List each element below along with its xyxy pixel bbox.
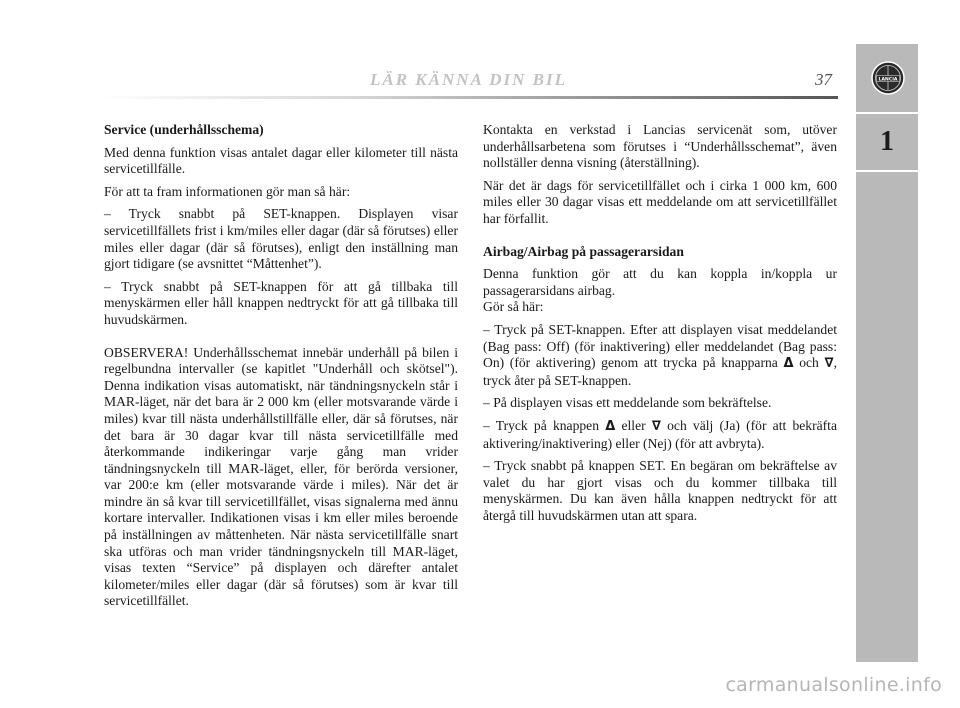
paragraph: För att ta fram informationen gör man så här:	[104, 183, 351, 199]
paragraph	[483, 322, 837, 389]
paragraph: – Tryck snabbt på knappen SET. En begäran om bekräftelse av valet du har gjort visas och du kommer tillbaka till menyskärmen. Du kan även hålla knappen nedtryckt för att återgå till huvudskärmen utan att spara.	[483, 458, 837, 523]
left-column	[104, 122, 458, 616]
lancia-logo-icon	[870, 60, 906, 96]
watermark: carmanualsonline.info	[725, 674, 942, 696]
side-tab-divider-bottom	[856, 170, 918, 172]
paragraph: – På displayen visas ett meddelande som bekräftelse.	[483, 395, 772, 411]
paragraph	[483, 418, 837, 452]
note-paragraph: OBSERVERA! Underhållsschemat innebär underhåll på bilen i regelbundna intervaller (se kapitlet "Underhåll och skötsel"). Denna indikation visas automatiskt, när tändningsnyckeln står i MAR-läget, när det bara är 2 000 km (eller motsvarande värde i miles) kvar till nästa underhållstillfälle eller, där så förutses, när det bara är 30 dagar kvar till nästa servicetillfälle med återkommande indikeringar varje gång man vrider tändningsnyckeln till MAR-läget, eller, för berörda versioner, var 200:e km (eller motsvarande värde i miles). När det är mindre än så kvar till servicetillfället, visas signalerna med ännu kortare intervaller. Indikationen visas i km eller miles beroende på inställningen av måttenheten. När nästa servicetillfälle snart ska utföras och man vrider tändningsnyckeln till MAR-läget, visas texten “Service” på displayen och därefter antalet kilometer/miles eller dagar (där så förutses) som är kvar till servicetillfället.	[104, 344, 458, 609]
page-header-title: LÄR KÄNNA DIN BIL	[370, 70, 567, 89]
side-tab-divider-top	[856, 112, 918, 114]
page-number: 37	[815, 70, 832, 89]
chapter-number: 1	[880, 126, 894, 157]
paragraph: – Tryck snabbt på SET-knappen. Displayen visar servicetillfällets frist i km/miles eller dagar (där så förutses) eller miles eller dagar (där så förutses), enligt den inställning man gjort tidigare (se avsnittet “Måttenhet”).	[104, 206, 458, 272]
paragraph: När det är dags för servicetillfället och i cirka 1 000 km, 600 miles eller 30 dagar visas ett meddelande om att servicetillfället har förfallit.	[483, 177, 837, 226]
text: , tryck åter på SET-knappen.	[483, 355, 837, 388]
header-rule	[100, 96, 838, 99]
paragraph: Gör så här:	[483, 299, 544, 315]
down-arrow-icon: ∇	[651, 418, 661, 434]
text: och välj (Ja) (för att bekräfta aktivering/inaktivering) eller (Nej) (för att avbryta).	[483, 417, 837, 451]
text: – Tryck på knappen	[483, 417, 600, 433]
text: Denna funktion gör att du kan koppla in/koppla ur passagerarsidans airbag.	[483, 266, 837, 298]
right-column	[483, 122, 837, 530]
up-arrow-icon: Δ	[783, 356, 794, 372]
paragraph: Med denna funktion visas antalet dagar eller kilometer till nästa servicetillfälle.	[104, 144, 458, 177]
down-arrow-icon: ∇	[824, 356, 834, 372]
paragraph: Kontakta en verkstad i Lancias servicenät som, utöver underhållsarbetena som förutses i “Underhållsschemat”, även nollställer denna visning (återställning).	[483, 122, 837, 171]
text: – Tryck på SET-knappen. Efter att displayen visat meddelandet (Bag pass: Off) (för inaktivering) eller meddelandet (Bag pass: On) (för aktivering) genom att trycka på knapparna	[483, 321, 837, 371]
text: och	[799, 355, 819, 371]
up-arrow-icon: Δ	[605, 418, 616, 434]
paragraph: – Tryck snabbt på SET-knappen för att gå tillbaka till menyskärmen eller håll knappen nedtryckt för att gå tillbaka till huvudskärmen.	[104, 278, 458, 327]
paragraph	[483, 266, 837, 299]
section-heading-airbag: Airbag/Airbag på passagerarsidan	[483, 243, 684, 259]
section-heading-service: Service (underhållsschema)	[104, 122, 264, 137]
lancia-logo-text: LANCIA	[878, 77, 898, 83]
text: eller	[621, 417, 646, 433]
